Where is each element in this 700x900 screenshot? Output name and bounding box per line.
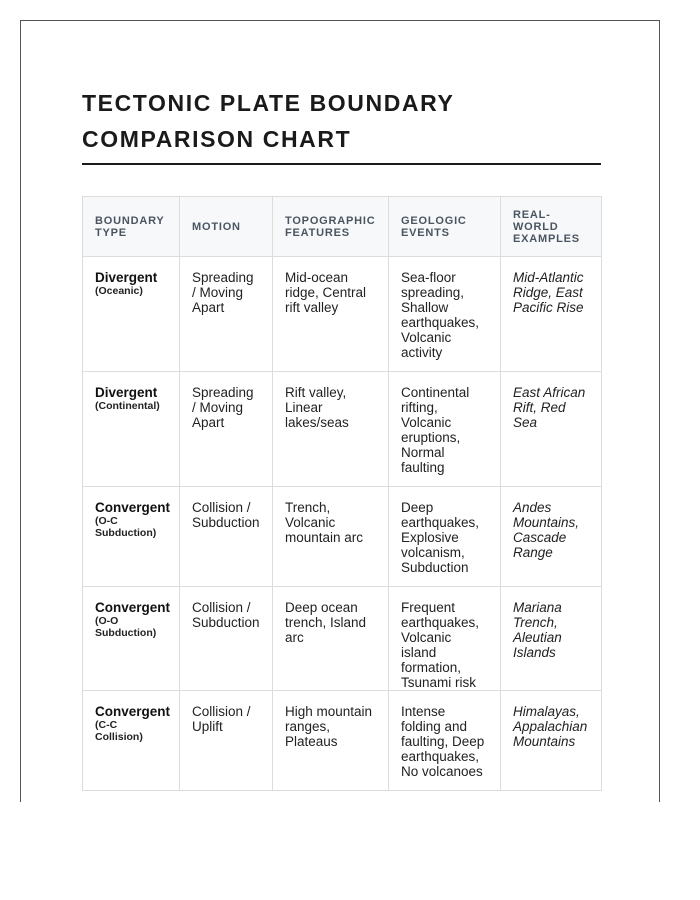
- title-divider: [82, 163, 601, 165]
- table-row: [83, 487, 602, 587]
- cell-examples: Mid-Atlantic Ridge, East Pacific Rise: [501, 257, 602, 372]
- header-row: [83, 197, 602, 257]
- cell-boundary-type: [83, 587, 180, 691]
- cell-events: Frequent earthquakes, Volcanic island formation, Tsunami risk: [389, 587, 501, 691]
- cell-features: Mid-ocean ridge, Central rift valley: [273, 257, 389, 372]
- cell-events: Sea-floor spreading, Shallow earthquakes, Volcanic activity: [389, 257, 501, 372]
- boundary-type-subtype: (C-C Collision): [95, 719, 143, 743]
- title-line-1: TECTONIC PLATE BOUNDARY: [82, 90, 455, 116]
- cell-motion: Collision / Uplift: [180, 691, 273, 791]
- boundary-type-subtype: (Continental): [95, 400, 160, 412]
- cell-boundary-type: [83, 487, 180, 587]
- cell-features: Trench, Volcanic mountain arc: [273, 487, 389, 587]
- document-page: [20, 20, 660, 802]
- cell-boundary-type: [83, 372, 180, 487]
- cell-motion: Collision / Subduction: [180, 587, 273, 691]
- table-row: [83, 587, 602, 691]
- boundary-type-subtype: (Oceanic): [95, 285, 143, 297]
- cell-boundary-type: [83, 691, 180, 791]
- cell-events: Intense folding and faulting, Deep earthquakes, No volcanoes: [389, 691, 501, 791]
- header-topographic-features: TOPOGRAPHIC FEATURES: [273, 197, 389, 257]
- cell-motion: Spreading / Moving Apart: [180, 257, 273, 372]
- cell-examples: East African Rift, Red Sea: [501, 372, 602, 487]
- cell-events: Deep earthquakes, Explosive volcanism, Subduction: [389, 487, 501, 587]
- cell-features: High mountain ranges, Plateaus: [273, 691, 389, 791]
- boundary-type-name: Convergent: [95, 600, 171, 615]
- boundary-type-subtype: (O-O Subduction): [95, 615, 157, 639]
- header-motion: MOTION: [180, 197, 273, 257]
- boundary-type-name: Divergent: [95, 385, 158, 400]
- header-real-world-examples: REAL-WORLD EXAMPLES: [501, 197, 602, 257]
- cell-events: Continental rifting, Volcanic eruptions, Normal faulting: [389, 372, 501, 487]
- title-line-2: COMPARISON CHART: [82, 126, 352, 152]
- cell-examples: Andes Mountains, Cascade Range: [501, 487, 602, 587]
- cell-examples: Himalayas, Appalachian Mountains: [501, 691, 602, 791]
- header-boundary-type: BOUNDARY TYPE: [83, 197, 180, 257]
- cell-examples: Mariana Trench, Aleutian Islands: [501, 587, 602, 691]
- boundary-type-name: Convergent: [95, 500, 171, 515]
- table-header: [83, 197, 602, 257]
- table-row: [83, 372, 602, 487]
- cell-features: Deep ocean trench, Island arc: [273, 587, 389, 691]
- table-row: [83, 691, 602, 791]
- boundary-type-name: Convergent: [95, 704, 171, 719]
- table-row: [83, 257, 602, 372]
- cell-motion: Spreading / Moving Apart: [180, 372, 273, 487]
- cell-motion: Collision / Subduction: [180, 487, 273, 587]
- cell-features: Rift valley, Linear lakes/seas: [273, 372, 389, 487]
- comparison-table: [82, 196, 602, 791]
- header-geologic-events: GEOLOGIC EVENTS: [389, 197, 501, 257]
- boundary-type-name: Divergent: [95, 270, 158, 285]
- table-body: [83, 257, 602, 791]
- cell-boundary-type: [83, 257, 180, 372]
- boundary-type-subtype: (O-C Subduction): [95, 515, 157, 539]
- page-title: [82, 85, 602, 157]
